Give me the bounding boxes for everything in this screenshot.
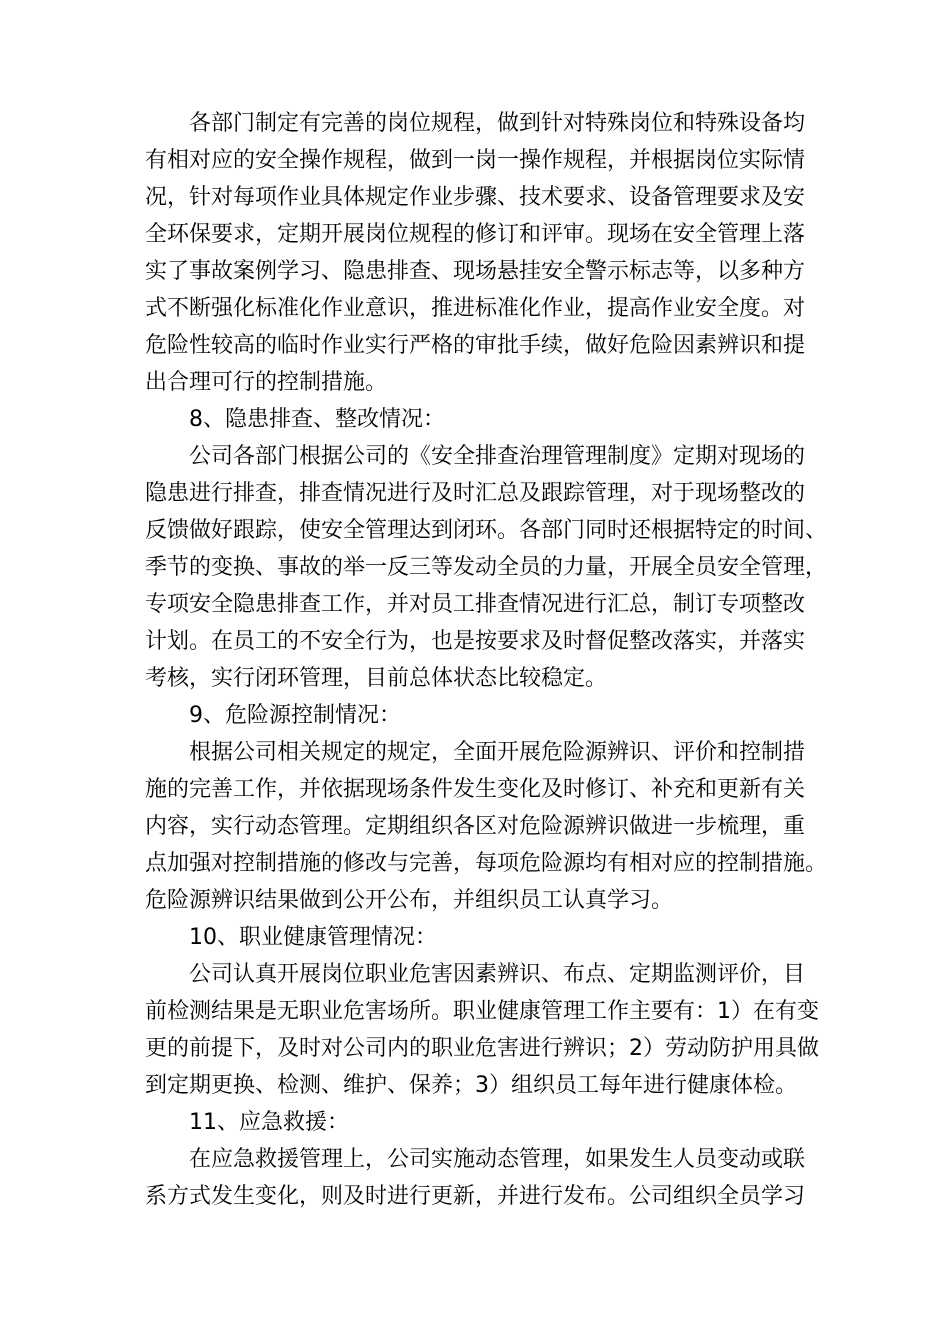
text-line: 况，针对每项作业具体规定作业步骤、技术要求、设备管理要求及安 bbox=[145, 185, 806, 210]
text-line: 前检测结果是无职业危害场所。职业健康管理工作主要有：1）在有变 bbox=[145, 999, 819, 1024]
text-line: 公司各部门根据公司的《安全排查治理管理制度》定期对现场的 bbox=[189, 444, 806, 469]
text-line: 专项安全隐患排查工作，并对员工排查情况进行汇总，制订专项整改 bbox=[145, 592, 806, 617]
text-line: 季节的变换、事故的举一反三等发动全员的力量，开展全员安全管理， bbox=[145, 555, 828, 580]
text-line: 隐患进行排查，排查情况进行及时汇总及跟踪管理，对于现场整改的 bbox=[145, 481, 806, 506]
document-body bbox=[145, 105, 830, 1215]
text-line: 实了事故案例学习、隐患排查、现场悬挂安全警示标志等，以多种方 bbox=[145, 259, 806, 284]
paragraph-hazard-source-control bbox=[145, 734, 830, 919]
text-line: 各部门制定有完善的岗位规程，做到针对特殊岗位和特殊设备均 bbox=[189, 111, 806, 136]
text-line: 式不断强化标准化作业意识，推进标准化作业，提高作业安全度。对 bbox=[145, 296, 806, 321]
section-heading-hazard-inspection: 8、隐患排查、整改情况： bbox=[189, 407, 445, 432]
text-line: 考核，实行闭环管理，目前总体状态比较稳定。 bbox=[145, 666, 608, 691]
text-line: 施的完善工作，并依据现场条件发生变化及时修订、补充和更新有关 bbox=[145, 777, 806, 802]
text-line: 有相对应的安全操作规程，做到一岗一操作规程，并根据岗位实际情 bbox=[145, 148, 806, 173]
text-line: 到定期更换、检测、维护、保养；3）组织员工每年进行健康体检。 bbox=[145, 1073, 797, 1098]
text-line: 出合理可行的控制措施。 bbox=[145, 370, 388, 395]
text-line: 计划。在员工的不安全行为，也是按要求及时督促整改落实，并落实 bbox=[145, 629, 806, 654]
section-heading-emergency-rescue: 11、应急救援： bbox=[189, 1110, 349, 1135]
paragraph-hazard-inspection bbox=[145, 438, 830, 697]
text-line: 点加强对控制措施的修改与完善，每项危险源均有相对应的控制措施。 bbox=[145, 851, 828, 876]
section-heading-occupational-health: 10、职业健康管理情况： bbox=[189, 925, 437, 950]
text-line: 公司认真开展岗位职业危害因素辨识、布点、定期监测评价，目 bbox=[189, 962, 806, 987]
text-line: 系方式发生变化，则及时进行更新，并进行发布。公司组织全员学习 bbox=[145, 1184, 806, 1209]
text-line: 全环保要求，定期开展岗位规程的修订和评审。现场在安全管理上落 bbox=[145, 222, 806, 247]
text-line: 危险源辨识结果做到公开公布，并组织员工认真学习。 bbox=[145, 888, 674, 913]
text-line: 更的前提下，及时对公司内的职业危害进行辨识；2）劳动防护用具做 bbox=[145, 1036, 819, 1061]
text-line: 内容，实行动态管理。定期组织各区对危险源辨识做进一步梳理，重 bbox=[145, 814, 806, 839]
paragraph-emergency-rescue bbox=[145, 1141, 830, 1215]
paragraph-occupational-health bbox=[145, 956, 830, 1104]
text-line: 反馈做好跟踪，使安全管理达到闭环。各部门同时还根据特定的时间、 bbox=[145, 518, 828, 543]
text-line: 危险性较高的临时作业实行严格的审批手续，做好危险因素辨识和提 bbox=[145, 333, 806, 358]
text-line: 根据公司相关规定的规定，全面开展危险源辨识、评价和控制措 bbox=[189, 740, 806, 765]
section-heading-hazard-source-control: 9、危险源控制情况： bbox=[189, 703, 401, 728]
text-line: 在应急救援管理上，公司实施动态管理，如果发生人员变动或联 bbox=[189, 1147, 806, 1172]
paragraph-position-rules bbox=[145, 105, 830, 401]
